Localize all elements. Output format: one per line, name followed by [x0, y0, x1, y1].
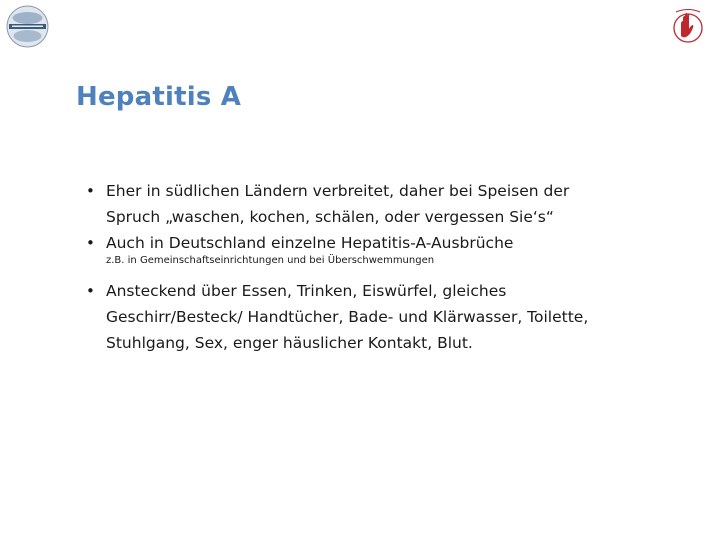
bullet-marker: • — [86, 282, 95, 300]
bullet-subnote: z.B. in Gemeinschaftseinrichtungen und bei Überschwemmungen — [106, 255, 435, 266]
slide-title: Hepatitis A — [76, 82, 242, 112]
bullet-item — [86, 178, 686, 230]
bullet-line: Ansteckend über Essen, Trinken, Eiswürfel, gleiches — [106, 282, 507, 300]
bullet-line: Eher in südlichen Ländern verbreitet, daher bei Speisen der — [106, 182, 570, 200]
bullet-marker: • — [86, 234, 95, 252]
bullet-marker: • — [86, 182, 95, 200]
bullet-list — [86, 178, 686, 356]
hand-logo — [670, 6, 706, 46]
bullet-item — [86, 278, 686, 356]
bullet-line: Geschirr/Besteck/ Handtücher, Bade- und Klärwasser, Toilette, — [106, 308, 589, 326]
bullet-line: Stuhlgang, Sex, enger häuslicher Kontakt, Blut. — [106, 334, 473, 352]
bullet-item — [86, 230, 686, 256]
bullet-line: Spruch „waschen, kochen, schälen, oder vergessen Sie‘s“ — [106, 208, 554, 226]
organization-logo — [6, 5, 49, 48]
bullet-line: Auch in Deutschland einzelne Hepatitis-A-Ausbrüche — [106, 234, 514, 252]
